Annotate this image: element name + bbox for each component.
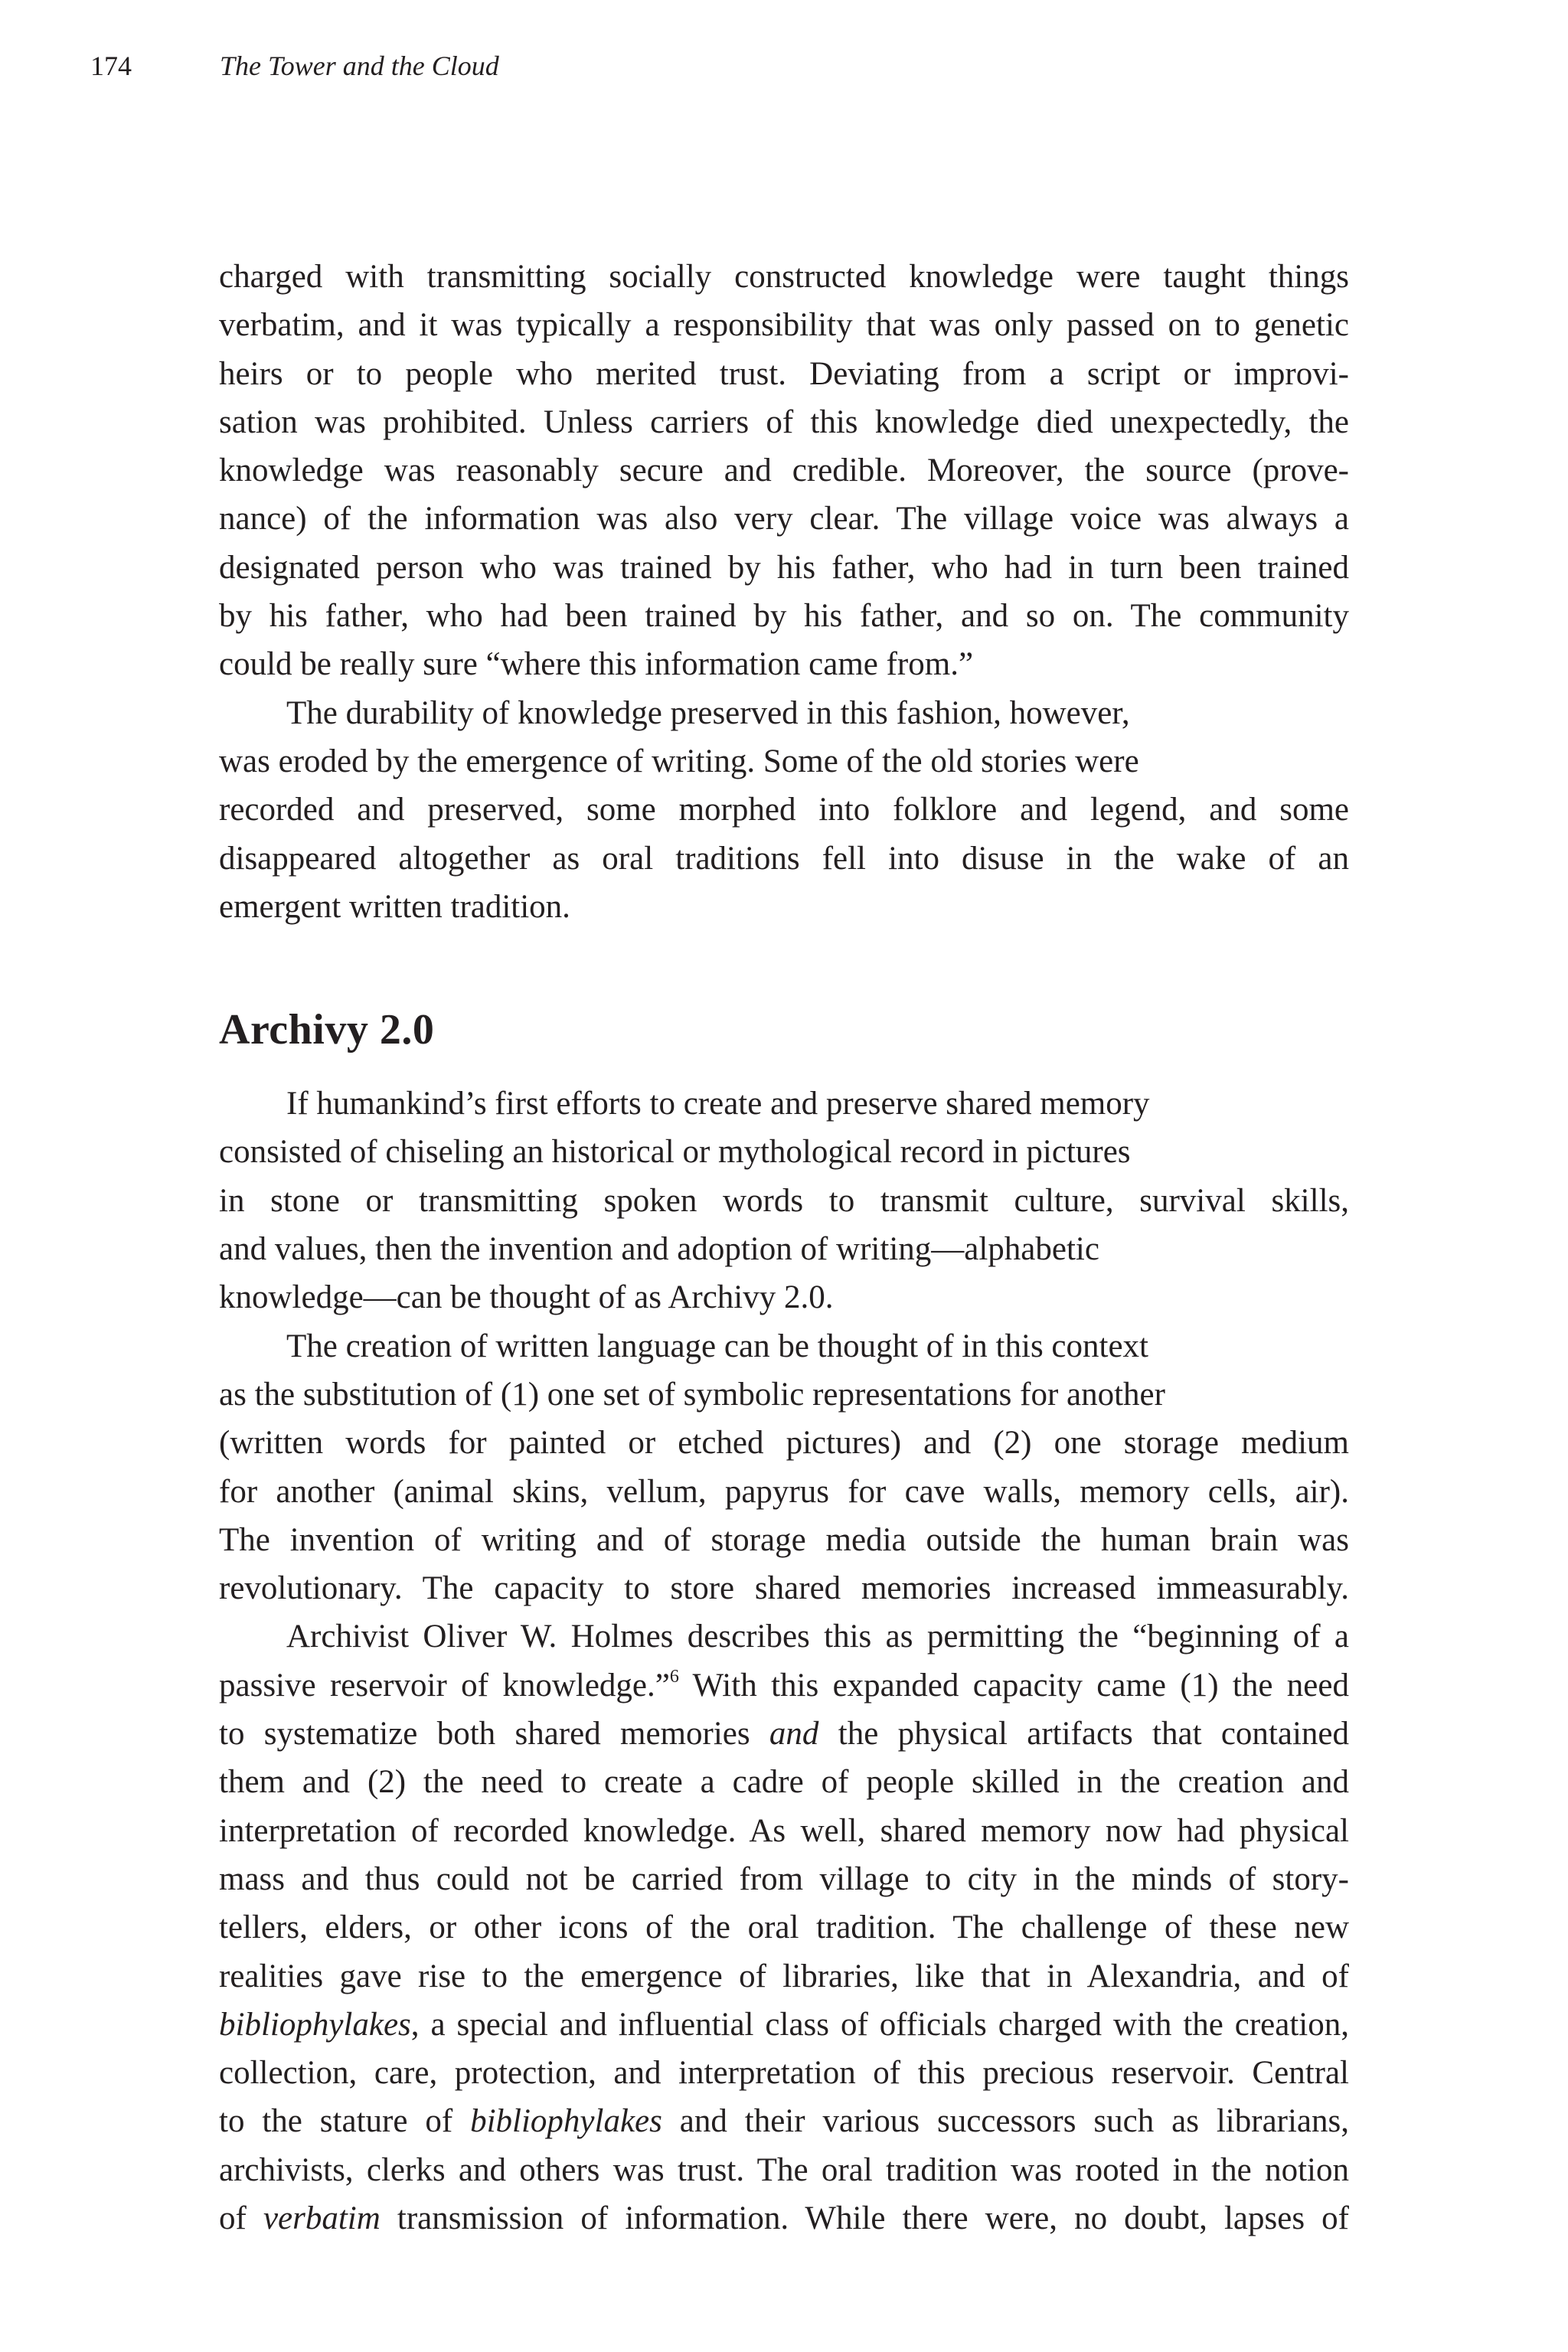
- text-line: [219, 1710, 1349, 1758]
- paragraph-1: [219, 253, 1349, 689]
- text-line: [219, 2194, 1349, 2243]
- text-line: recorded and preserved, some morphed into folklore and legend, and some: [219, 792, 1349, 828]
- text-line: and values, then the invention and adoption of writing—alphabetic: [219, 1231, 1099, 1268]
- paragraph-5: [219, 1612, 1349, 2243]
- text-line: knowledge was reasonably secure and credible. Moreover, the source (prove-: [219, 452, 1349, 489]
- text-segment: the physical artifacts that contained: [818, 1716, 1349, 1753]
- text-line: charged with transmitting socially constructed knowledge were taught things: [219, 259, 1349, 295]
- emphasis: and: [769, 1716, 819, 1753]
- text-line: consisted of chiseling an historical or mythological record in pictures: [219, 1134, 1131, 1171]
- text-line: Archivist Oliver W. Holmes describes this as permitting the “beginning of a: [286, 1619, 1349, 1655]
- text-line: was eroded by the emergence of writing. Some of the old stories were: [219, 743, 1139, 779]
- text-segment: With this expanded capacity came (1) the need: [678, 1667, 1349, 1704]
- body-text: [219, 253, 1349, 2243]
- text-line: [219, 2001, 1349, 2049]
- text-line: interpretation of recorded knowledge. As well, shared memory now had physical: [219, 1812, 1349, 1849]
- book-title: The Tower and the Cloud: [220, 51, 499, 81]
- text-line: could be really sure “where this information came from.”: [219, 646, 974, 683]
- text-line: archivists, clerks and others was trust. The oral tradition was rooted in the notion: [219, 2151, 1349, 2188]
- running-head: [90, 47, 499, 84]
- text-line: sation was prohibited. Unless carriers of this knowledge died unexpectedly, the: [219, 403, 1349, 440]
- text-line: verbatim, and it was typically a responsibility that was only passed on to genetic: [219, 307, 1349, 344]
- footnote-reference[interactable]: 6: [669, 1666, 679, 1687]
- text-line: disappeared altogether as oral traditions fell into disuse in the wake of an: [219, 840, 1349, 877]
- text-line: as the substitution of (1) one set of symbolic representations for another: [219, 1376, 1165, 1413]
- paragraph-3: [219, 1080, 1349, 1321]
- text-line: emergent written tradition.: [219, 888, 570, 925]
- text-line: The durability of knowledge preserved in this fashion, however,: [286, 694, 1130, 731]
- text-line: for another (animal skins, vellum, papyrus for cave walls, memory cells, air).: [219, 1473, 1349, 1510]
- paragraph-2: [219, 689, 1349, 931]
- text-line: realities gave rise to the emergence of libraries, like that in Alexandria, and of: [219, 1958, 1349, 1994]
- text-segment: to the stature of: [219, 2103, 471, 2140]
- text-line: [219, 1661, 1349, 1710]
- text-line: The invention of writing and of storage media outside the human brain was: [219, 1521, 1349, 1558]
- text-line: mass and thus could not be carried from village to city in the minds of story-: [219, 1860, 1349, 1897]
- text-segment: , a special and influential class of officials charged with the creation,: [410, 2006, 1349, 2043]
- text-line: in stone or transmitting spoken words to transmit culture, survival skills,: [219, 1182, 1349, 1219]
- emphasis: bibliophylakes: [470, 2103, 662, 2140]
- text-line: If humankind’s first efforts to create and preserve shared memory: [286, 1086, 1150, 1122]
- text-line: nance) of the information was also very clear. The village voice was always a: [219, 501, 1349, 537]
- paragraph-4: [219, 1322, 1349, 1613]
- text-line: [219, 2097, 1349, 2145]
- text-line: designated person who was trained by his father, who had in turn been trained: [219, 549, 1349, 586]
- text-line: knowledge—can be thought of as Archivy 2.0.: [219, 1279, 834, 1316]
- text-line: them and (2) the need to create a cadre of people skilled in the creation and: [219, 1764, 1349, 1801]
- text-line: heirs or to people who merited trust. Deviating from a script or improvi-: [219, 355, 1349, 392]
- text-line: revolutionary. The capacity to store shared memories increased immeasurably.: [219, 1570, 1349, 1607]
- section-heading: Archivy 2.0: [219, 1006, 435, 1054]
- text-segment: to systematize both shared memories: [219, 1716, 769, 1753]
- text-line: collection, care, protection, and interpretation of this precious reservoir. Central: [219, 2055, 1349, 2092]
- text-line: The creation of written language can be thought of in this context: [286, 1328, 1148, 1364]
- text-segment: transmission of information. While there were, no doubt, lapses of: [380, 2200, 1349, 2236]
- text-line: by his father, who had been trained by his father, and so on. The community: [219, 598, 1349, 635]
- text-line: (written words for painted or etched pictures) and (2) one storage medium: [219, 1425, 1349, 1462]
- text-segment: and their various successors such as librarians,: [662, 2103, 1349, 2140]
- text-segment: passive reservoir of knowledge.”: [219, 1667, 670, 1704]
- page-number: 174: [90, 51, 132, 81]
- emphasis: verbatim: [263, 2200, 381, 2236]
- emphasis: bibliophylakes: [219, 2006, 411, 2043]
- text-segment: of: [219, 2200, 263, 2236]
- text-line: tellers, elders, or other icons of the oral tradition. The challenge of these new: [219, 1909, 1349, 1946]
